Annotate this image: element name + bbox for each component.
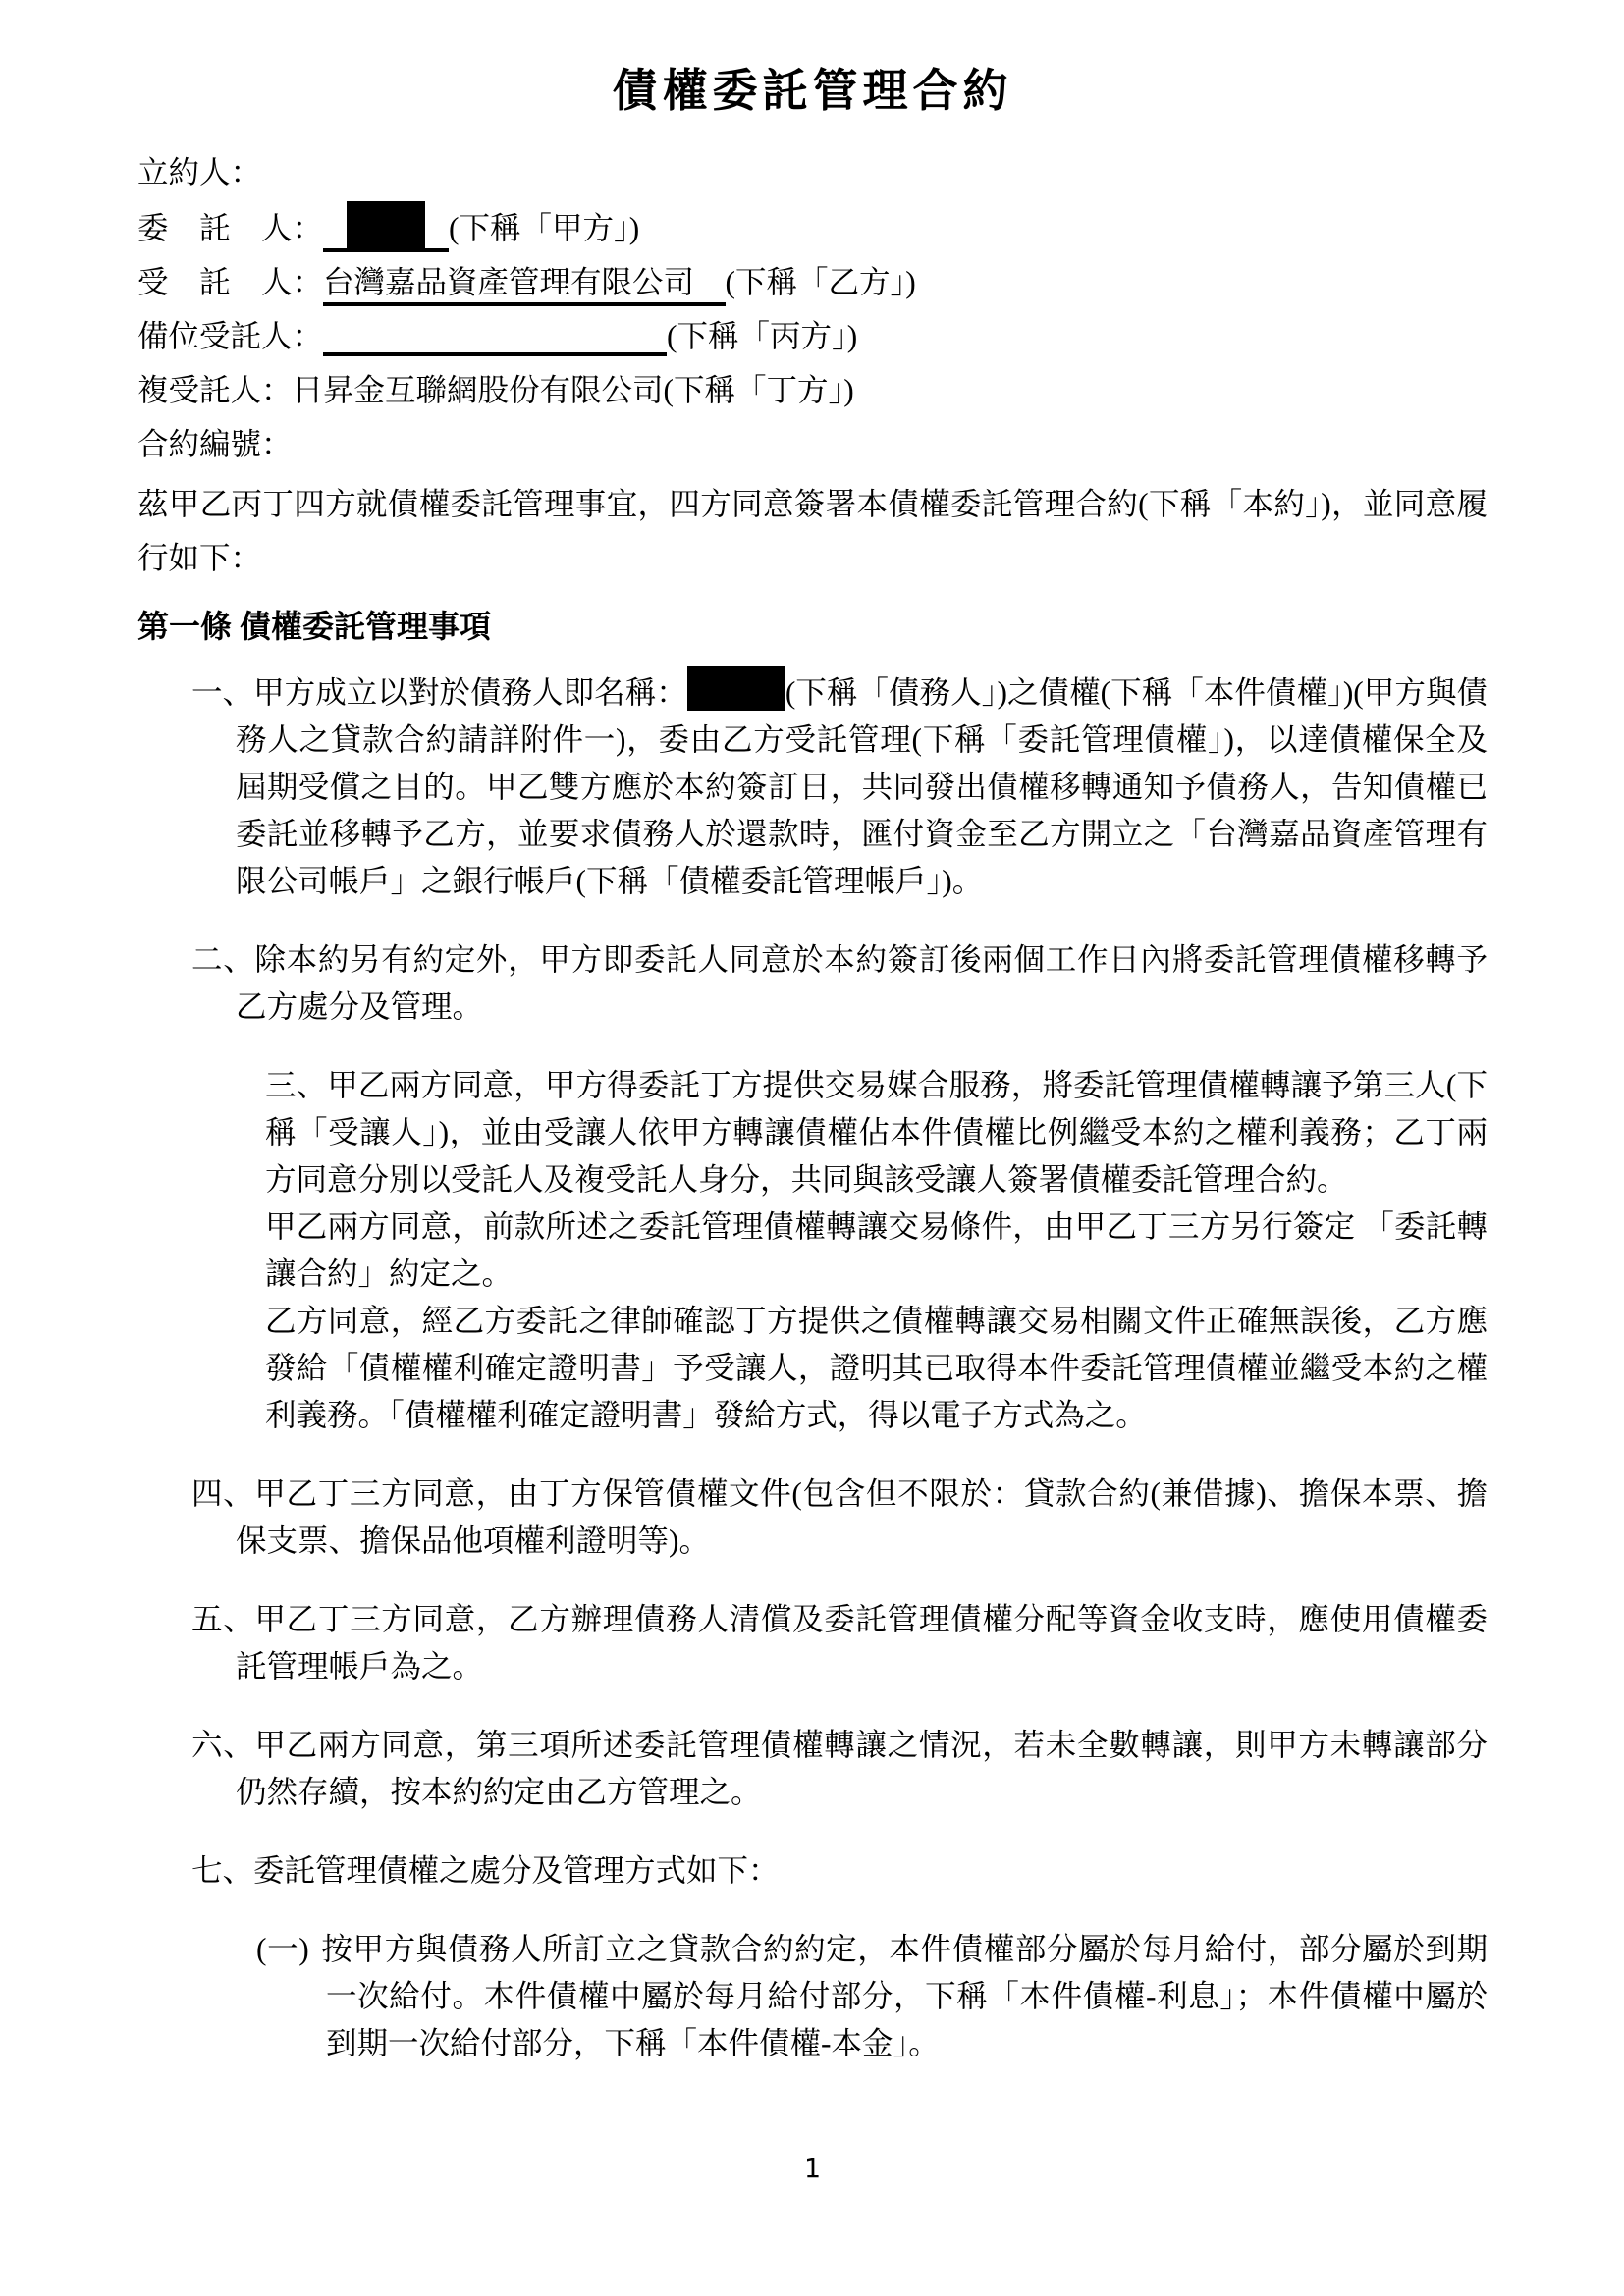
parties-block [137, 145, 1488, 471]
item-number: 三、 [265, 1068, 328, 1102]
intro-paragraph: 茲甲乙丙丁四方就債權委託管理事宜，四方同意簽署本債權委託管理合約(下稱「本約」)，並同意履行如下： [137, 487, 1488, 575]
party-sub-trustee-name: 日昇金互聯網股份有限公司 [292, 373, 664, 407]
party-sub-trustee-label: 複受託人： [137, 373, 293, 407]
item-3-paragraph-1 [265, 1062, 1488, 1203]
blank-name-underline [323, 313, 667, 356]
list-item-3 [265, 1062, 1488, 1439]
item-3-paragraph-3: 乙方同意，經乙方委託之律師確認丁方提供之債權轉讓交易相關文件正確無誤後，乙方應發給「債權權利確定證明書」予受讓人，證明其已取得本件委託管理債權並繼受本約之權利義務。「債權權利確定證明書」發給方式，得以電子方式為之。 [265, 1304, 1488, 1432]
item-number: 五、 [191, 1602, 255, 1636]
item-1-text-suffix: (下稱「債務人」)之債權(下稱「本件債權」)(甲方與債務人之貸款合約請詳附件一)，委由乙方受託管理(下稱「委託管理債權」)，以達債權保全及屆期受償之目的。甲乙雙方應於本約簽訂日，共同發出債權移轉通知予債務人，告知債權已委託並移轉予乙方，並要求債務人於還款時，匯付資金至乙方開立之「台灣嘉品資產管理有限公司帳戶」之銀行帳戶(下稱「債權委託管理帳戶」)。 [236, 675, 1488, 898]
redaction-box [347, 201, 425, 248]
party-trustee-alias: (下稱「乙方」) [725, 265, 916, 299]
party-trustee-name: 台灣嘉品資產管理有限公司 [323, 265, 726, 306]
item-2-text: 除本約另有約定外，甲方即委託人同意於本約簽訂後兩個工作日內將委託管理債權移轉予乙方處分及管理。 [236, 942, 1488, 1024]
list-item-2 [191, 936, 1488, 1031]
item-5-text: 甲乙丁三方同意，乙方辦理債務人清償及委託管理債權分配等資金收支時，應使用債權委託管理帳戶為之。 [236, 1602, 1488, 1683]
contract-no-label: 合約編號： [137, 427, 293, 461]
list-item-6 [191, 1722, 1488, 1816]
item-number: 四、 [191, 1476, 255, 1511]
item-number: 七、 [191, 1853, 254, 1888]
party-backup-trustee-alias: (下稱「丙方」) [667, 319, 858, 353]
party-consignor-label: 委 託 人： [137, 211, 324, 245]
article1-heading: 第一條 債權委託管理事項 [137, 609, 492, 644]
party-trustee-label: 受 託 人： [137, 265, 324, 299]
list-item-5 [191, 1596, 1488, 1690]
party-line-trustee [137, 255, 1488, 309]
redacted-consignor-name [323, 199, 449, 252]
sub-item-number: (一) [256, 1932, 309, 1966]
item-3-paragraph-2: 甲乙兩方同意，前款所述之委託管理債權轉讓交易條件，由甲乙丁三方另行簽定 「委託轉讓合約」約定之。 [265, 1209, 1488, 1291]
item-1-text-prefix: 甲方成立以對於債務人即名稱： [253, 675, 687, 710]
page-number: 1 [803, 2152, 821, 2184]
item-7-text: 委託管理債權之處分及管理方式如下： [253, 1853, 780, 1888]
item-number: 一、 [191, 675, 254, 710]
party-line-backup-trustee [137, 309, 1488, 363]
list-item-7 [191, 1847, 1488, 1895]
preamble-label: 立約人： [137, 155, 262, 189]
item-number: 六、 [191, 1728, 255, 1762]
redaction-box [687, 666, 785, 711]
sub-item-1 [256, 1926, 1488, 2067]
party-sub-trustee-alias: (下稱「丁方」) [663, 373, 854, 407]
party-consignor-alias: (下稱「甲方」) [449, 211, 640, 245]
item-number: 二、 [191, 942, 255, 977]
item-6-text: 甲乙兩方同意，第三項所述委託管理債權轉讓之情況，若未全數轉讓，則甲方未轉讓部分仍然存續，按本約約定由乙方管理之。 [236, 1728, 1488, 1809]
list-item-1 [191, 666, 1488, 905]
party-line-consignor [137, 199, 1488, 255]
page-title: 債權委託管理合約 [612, 66, 1013, 116]
list-item-4 [191, 1470, 1488, 1565]
item-3-text-1: 甲乙兩方同意，甲方得委託丁方提供交易媒合服務，將委託管理債權轉讓予第三人(下稱「受讓人」)，並由受讓人依甲方轉讓債權佔本件債權比例繼受本約之權利義務；乙丁兩方同意分別以受託人及複受託人身分，共同與該受讓人簽署債權委託管理合約。 [265, 1068, 1488, 1197]
sub-item-1-text: 按甲方與債務人所訂立之貸款合約約定，本件債權部分屬於每月給付，部分屬於到期一次給付。本件債權中屬於每月給付部分，下稱「本件債權-利息」；本件債權中屬於到期一次給付部分，下稱「本件債權-本金」。 [320, 1932, 1488, 2060]
party-line-sub-trustee [137, 363, 1488, 417]
party-backup-trustee-label: 備位受託人： [137, 319, 324, 353]
item-4-text: 甲乙丁三方同意，由丁方保管債權文件(包含但不限於：貸款合約(兼借據)、擔保本票、擔保支票、擔保品他項權利證明等)。 [236, 1476, 1488, 1558]
